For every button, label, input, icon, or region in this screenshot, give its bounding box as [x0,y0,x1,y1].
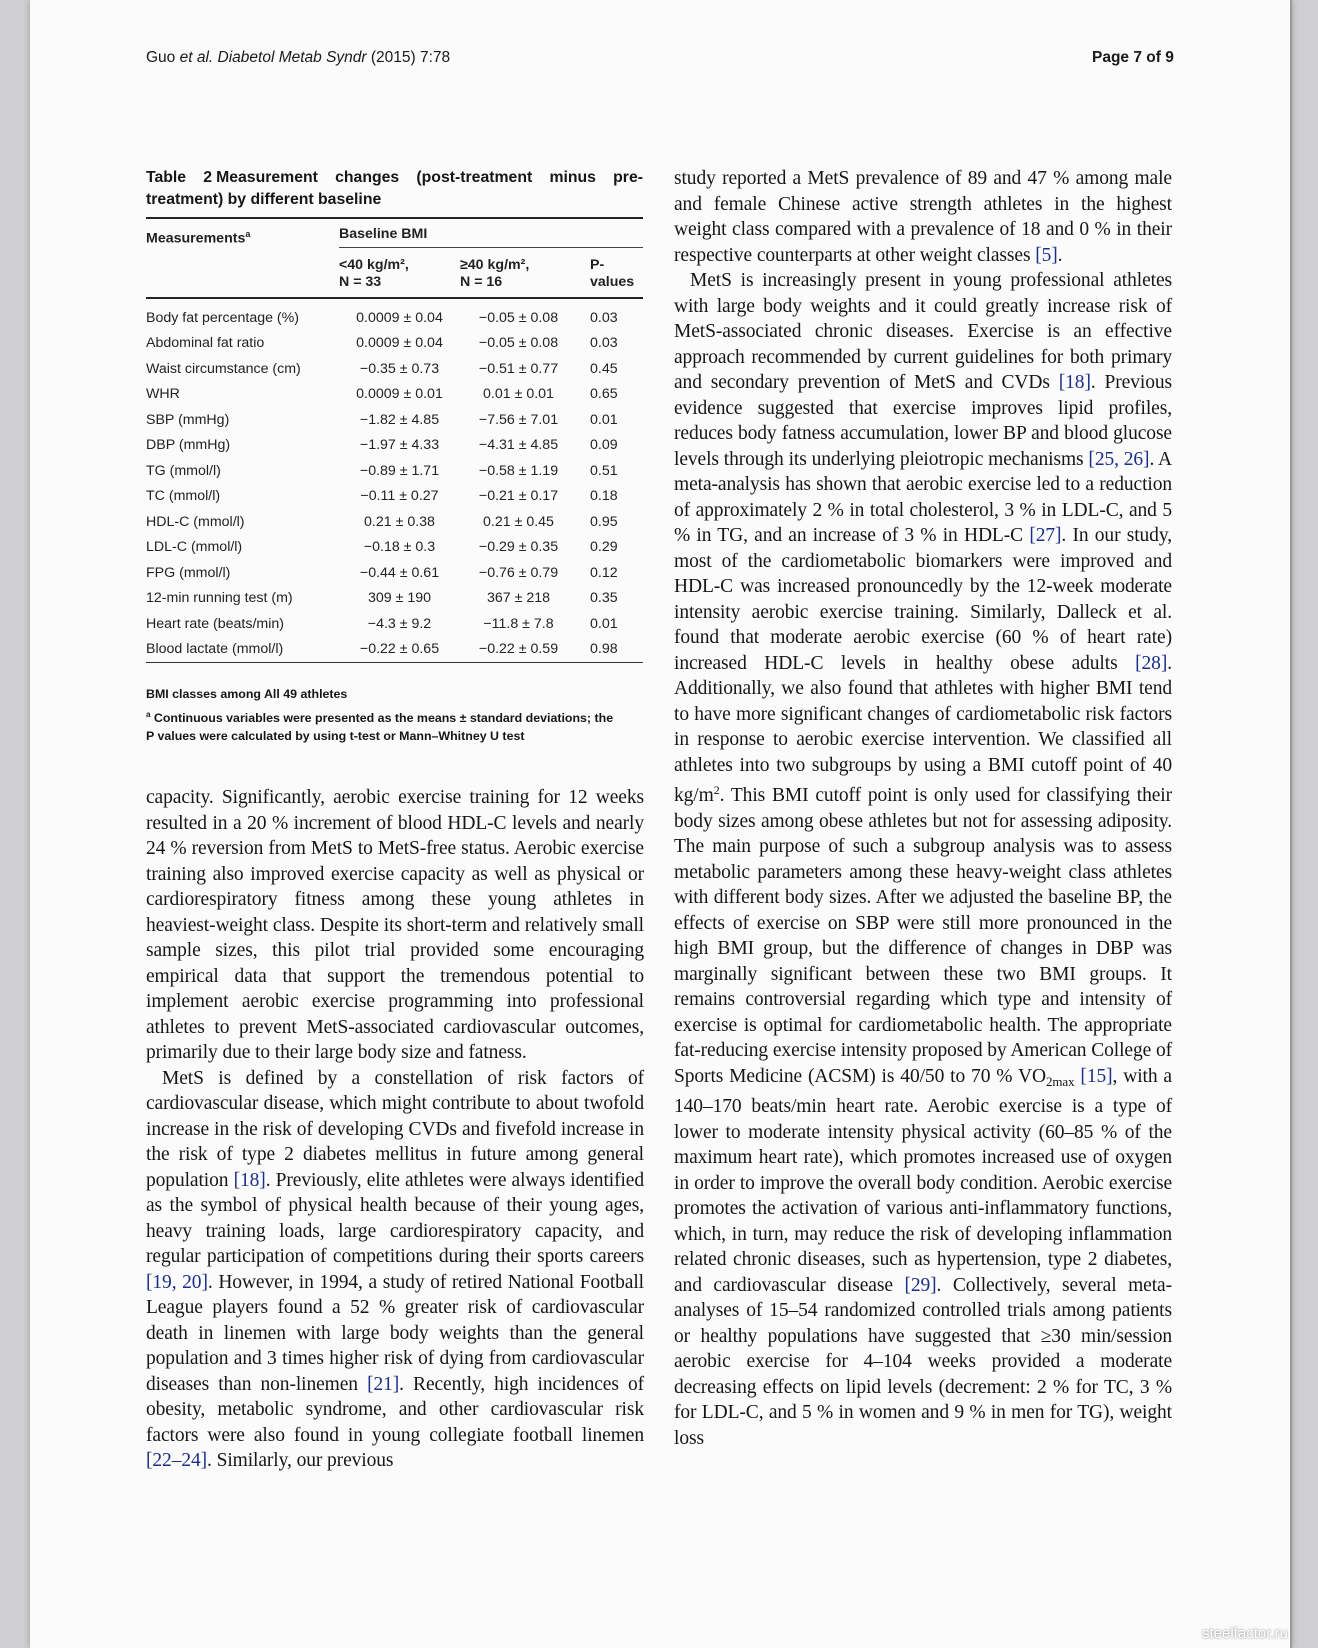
table-row [146,458,643,484]
running-header-citation [146,49,450,67]
cell-low-bmi: −0.44 ± 0.61 [359,564,440,581]
cell-low-bmi: −0.11 ± 0.27 [360,488,439,505]
cell-p-value: 0.95 [590,513,618,530]
table-row [146,407,643,433]
cell-low-bmi: 309 ± 190 [367,590,431,607]
cell-p-value: 0.98 [577,637,643,663]
footnote-bmi-classes: BMI classes among All 49 athletes [146,687,348,701]
cell-p-value: 0.35 [590,590,618,607]
cell-p-value: 0.51 [590,462,618,479]
cell-high-bmi: −0.05 ± 0.08 [478,335,559,352]
cell-measurement: FPG (mmol/l) [146,564,231,581]
table-footnotes [146,685,643,745]
cell-measurement: HDL-C (mmol/l) [146,513,245,530]
table-row [146,331,643,357]
cell-low-bmi: −0.22 ± 0.65 [339,637,460,663]
cell-p-value: 0.18 [590,488,618,505]
cell-p-value: 0.01 [590,411,618,428]
cell-high-bmi: −0.21 ± 0.17 [478,488,559,505]
table-row [146,535,643,561]
cell-low-bmi: 0.0009 ± 0.04 [356,309,443,326]
cell-high-bmi: −0.76 ± 0.79 [478,564,559,581]
cell-measurement: LDL-C (mmol/l) [146,539,243,556]
cell-measurement: TC (mmol/l) [146,488,221,505]
cell-high-bmi: −0.29 ± 0.35 [478,539,559,556]
cell-low-bmi: −1.97 ± 4.33 [359,437,440,454]
citation-link[interactable]: [21] [367,1373,400,1395]
citation-link[interactable]: [28] [1135,652,1168,674]
cell-high-bmi: −0.51 ± 0.77 [478,360,559,377]
cell-p-value: 0.03 [590,309,618,326]
citation-link[interactable]: [22–24] [146,1450,208,1471]
citation-link[interactable]: [27] [1029,525,1062,546]
cell-p-value: 0.45 [590,360,618,377]
citation-link[interactable]: [25, 26] [1088,448,1150,470]
footnote-tests: P values were calculated by using t-test or Mann–Whitney U test [146,729,525,744]
table-row [146,637,643,663]
table-title: Measurement changes (post-treatment minus pre-treatment) by different baseline [146,169,643,208]
cell-high-bmi: −0.58 ± 1.19 [478,462,559,479]
header-volume: (2015) 7:78 [366,49,451,66]
header-p-values: P-values [590,257,635,290]
table-row [146,509,643,535]
table-row [146,586,643,612]
header-journal: et al. Diabetol Metab Syndr [179,49,367,66]
cell-low-bmi: −1.82 ± 4.85 [359,411,440,428]
cell-p-value: 0.29 [590,539,618,556]
cell-measurement: SBP (mmHg) [146,411,230,428]
header-authors: Guo [146,49,180,66]
watermark: steelfactor.ru [1202,1625,1288,1642]
body-column-right [674,166,1172,1451]
cell-low-bmi: 0.0009 ± 0.04 [356,335,443,352]
table-row [146,356,643,382]
table-row [146,298,643,331]
cell-p-value: 0.12 [590,564,618,581]
body-column-left [146,785,644,1474]
table-row [146,433,643,459]
cell-p-value: 0.09 [590,437,618,454]
page-number: Page 7 of 9 [1092,49,1174,66]
cell-low-bmi: 0.21 ± 0.38 [364,513,435,530]
cell-measurement: DBP (mmHg) [146,437,231,454]
cell-low-bmi: 0.0009 ± 0.01 [356,386,443,403]
cell-low-bmi: −4.3 ± 9.2 [367,615,432,632]
citation-link[interactable]: [29] [904,1274,937,1296]
table-label: Table 2 [146,169,213,186]
table-row [146,611,643,637]
cell-p-value: 0.65 [590,386,618,403]
table-row [146,484,643,510]
cell-high-bmi: 0.21 ± 0.45 [483,513,554,530]
cell-measurement: 12-min running test (m) [146,590,293,607]
citation-link[interactable]: [15] [1080,1065,1113,1087]
header-group-low: <40 kg/m², N = 33 [339,257,409,290]
cell-low-bmi: −0.35 ± 0.73 [359,360,440,377]
cell-high-bmi: 367 ± 218 [486,590,550,607]
table-body [146,298,643,663]
footnote-continuous: $^a$ Continuous variables were presented as the means ± standard deviations; the [146,710,614,726]
cell-measurement: WHR [146,386,180,403]
cell-high-bmi: −0.22 ± 0.59 [460,637,577,663]
cell-p-value: 0.03 [590,335,618,352]
cell-measurement: TG (mmol/l) [146,462,221,479]
citation-link[interactable]: [5] [1035,244,1058,266]
cell-measurement: Waist circumstance (cm) [146,360,301,377]
cell-high-bmi: −0.05 ± 0.08 [478,309,559,326]
cell-p-value: 0.01 [590,615,618,632]
header-baseline-bmi: Baseline BMI [339,218,643,248]
paragraph: MetS is increasingly present in young professional athletes with large body weights and it could greatly increase risk of MetS-associated chronic diseases. Exercise is an effective approach recommended by current guidelines for both primary and secondary prevention of MetS and CVDs [18]. Previous evidence suggested that exercise improves lipid profiles, reduces body fatness accumulation, lower BP and blood glucose levels through its underlying pleiotropic mechanisms [25, 26]. A meta-analysis has shown that aerobic exercise led to a reduction of approximately 2 % in total cholesterol, 3 % in LDL-C, and 5 % in TG, and an increase of 3 % in HDL-C [27]. In our study, most of the cardiometabolic biomarkers were improved and HDL-C was increased pronouncedly by the 12-week moderate intensity aerobic exercise training. Similarly, Dalleck et al. found that moderate aerobic exercise (60 % of heart rate) increased HDL-C levels in healthy obese adults [28]. Additionally, we also found that athletes with higher BMI tend to have more significant changes of cardiometabolic risk factors in response to aerobic exercise intervention. We classified all athletes into two subgroups by using a BMI cutoff point of 40 $kg/m^2$. This BMI cutoff point is only used for classifying their body sizes among obese athletes but not for assessing adiposity. The main purpose of such a subgroup analysis was to assess metabolic parameters among these heavy-weight class athletes with different body sizes. After we adjusted the baseline BP, the effects of exercise on SBP were still more pronounced in the high BMI group, but the difference of changes in DBP was marginally significant between these two BMI groups. It remains controversial regarding which type and intensity of exercise is optimal for cardiometabolic health. The appropriate fat-reducing exercise intensity proposed by American College of Sports Medicine (ACSM) is 40/50 to 70 % $VO_{2max}$ [15], with a 140–170 beats/min heart rate. Aerobic exercise is a type of lower to moderate intensity physical activity (60–85 % of the maximum heart rate), which promotes increased use of oxygen in order to improve the overall body condition. Aerobic exercise promotes the activation of various anti-inflammatory functions, which, in turn, may reduce the risk of developing inflammation related chronic diseases, such as hypertension, type 2 diabetes, and cardiovascular disease [29]. Collectively, several meta-analyses of 15–54 randomized controlled trials among patients or healthy populations have suggested that ≥30 min/session aerobic exercise for 4–104 weeks provided a moderate decreasing effects on lipid levels (decrement: 2 % for TC, 3 % for LDL-C, and 5 % in women and 9 % in men for TG), weight loss [674,270,1173,1449]
table-row [146,560,643,586]
cell-high-bmi: 0.01 ± 0.01 [483,386,554,403]
cell-high-bmi: −4.31 ± 4.85 [478,437,559,454]
paragraph: capacity. Significantly, aerobic exercise training for 12 weeks resulted in a 20 % increment of blood HDL-C levels and nearly 24 % reversion from MetS to MetS-free status. Aerobic exercise training also improved exercise capacity as well as physical or cardiorespiratory fitness among these young athletes in heaviest-weight class. Despite its short-term and relatively small sample sizes, this pilot trial provided some encouraging empirical data that support the tremendous potential to implement aerobic exercise programming into professional athletes to prevent MetS-associated cardiovascular outcomes, primarily due to their large body size and fatness. [146,787,644,1063]
table-caption [146,167,643,211]
table-row [146,382,643,408]
cell-high-bmi: −11.8 ± 7.8 [483,615,554,632]
header-group-high: ≥40 kg/m², N = 16 [460,257,530,290]
citation-link[interactable]: [19, 20] [146,1271,208,1293]
citation-link[interactable]: [18] [233,1169,266,1191]
cell-low-bmi: −0.89 ± 1.71 [359,462,440,479]
paragraph: study reported a MetS prevalence of 89 and 47 % among male and female Chinese active strength athletes in the highest weight class compared with a prevalence of 18 and 0 % in their respective counterparts at other weight classes [5]. [674,168,1172,266]
paragraph: MetS is defined by a constellation of risk factors of cardiovascular disease, which might contribute to about twofold increase in the risk of developing CVDs and fivefold increase in the risk of type 2 diabetes mellitus in future among general population [18]. Previously, elite athletes were always identified as the symbol of physical health because of their young ages, heavy training loads, large cardiorespiratory capacity, and regular participation of competitions during their sports careers [19, 20]. However, in 1994, a study of retired National Football League players found a 52 % greater risk of cardiovascular death in linemen with large body weights than the general population and 3 times higher risk of dying from cardiovascular diseases than non-linemen [21]. Recently, high incidences of obesity, metabolic syndrome, and other cardiovascular risk factors were also found in young collegiate football linemen [22–24]. Similarly, our previous [146,1067,645,1471]
measurement-table [146,217,643,663]
cell-measurement: Blood lactate (mmol/l) [146,637,339,663]
cell-low-bmi: −0.18 ± 0.3 [363,539,436,556]
table-2 [146,167,643,745]
page-edge [1290,0,1292,1648]
cell-high-bmi: −7.56 ± 7.01 [478,411,559,428]
header-measurements: Measurements$^a$ [146,229,251,247]
cell-measurement: Abdominal fat ratio [146,335,265,352]
cell-measurement: Heart rate (beats/min) [146,615,284,632]
cell-measurement: Body fat percentage (%) [146,309,299,326]
citation-link[interactable]: [18] [1058,372,1091,393]
